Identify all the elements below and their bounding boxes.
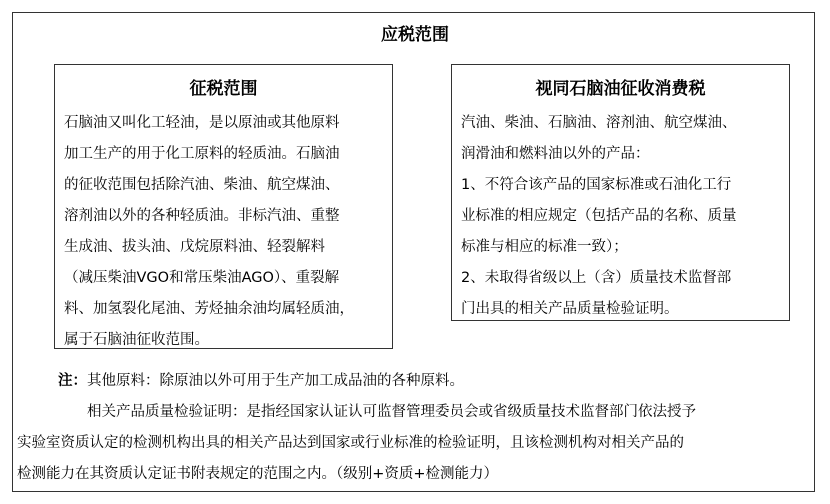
text-line: 1、不符合该产品的国家标准或石油化工行	[461, 177, 732, 193]
deemed-naphtha-box	[451, 64, 790, 321]
text-line: 标准与相应的标准一致）；	[461, 239, 628, 255]
text-line: 2、未取得省级以上（含）质量技术监督部	[461, 270, 732, 286]
text-line: 属于石脑油征收范围。	[64, 332, 209, 348]
text-line: （减压柴油VGO和常压柴油AGO）、重裂解	[64, 270, 340, 286]
deemed-naphtha-title: 视同石脑油征收消费税	[535, 79, 706, 99]
footnote-line: 相关产品质量检验证明：是指经国家认证认可监督管理委员会或省级质量技术监督部门依法授予	[87, 404, 696, 420]
text-line: 石脑油又叫化工轻油，是以原油或其他原料	[64, 115, 340, 131]
taxation-scope-box	[54, 64, 393, 349]
text-line: 业标准的相应规定（包括产品的名称、质量	[461, 208, 737, 224]
text-line: 汽油、柴油、石脑油、溶剂油、航空煤油、	[461, 115, 737, 131]
text-line: 门出具的相关产品质量检验证明。	[461, 301, 679, 317]
text-line: 溶剂油以外的各种轻质油。非标汽油、重整	[64, 208, 340, 224]
text-line: 润滑油和燃料油以外的产品：	[461, 146, 650, 162]
footnote-label: 注：	[58, 373, 87, 389]
text-line: 料、加氢裂化尾油、芳烃抽余油均属轻质油，	[64, 301, 354, 317]
deemed-naphtha-body	[461, 108, 793, 325]
text-line: 加工生产的用于化工原料的轻质油。石脑油	[64, 146, 340, 162]
footnote	[0, 366, 830, 490]
page-title: 应税范围	[381, 25, 449, 45]
footnote-line	[0, 366, 830, 397]
text-line: 生成油、拔头油、戊烷原料油、轻裂解料	[64, 239, 325, 255]
footnote-line: 检测能力在其资质认定证书附表规定的范围之内。（级别+资质+检测能力）	[17, 466, 499, 482]
footnote-line: 实验室资质认定的检测机构出具的相关产品达到国家或行业标准的检验证明，且该检测机构对相关产品的	[17, 435, 684, 451]
text-line: 的征收范围包括除汽油、柴油、航空煤油、	[64, 177, 340, 193]
taxation-scope-body	[64, 108, 396, 356]
footnote-text: 其他原料：除原油以外可用于生产加工成品油的各种原料。	[87, 373, 464, 389]
taxation-scope-title: 征税范围	[189, 79, 258, 99]
